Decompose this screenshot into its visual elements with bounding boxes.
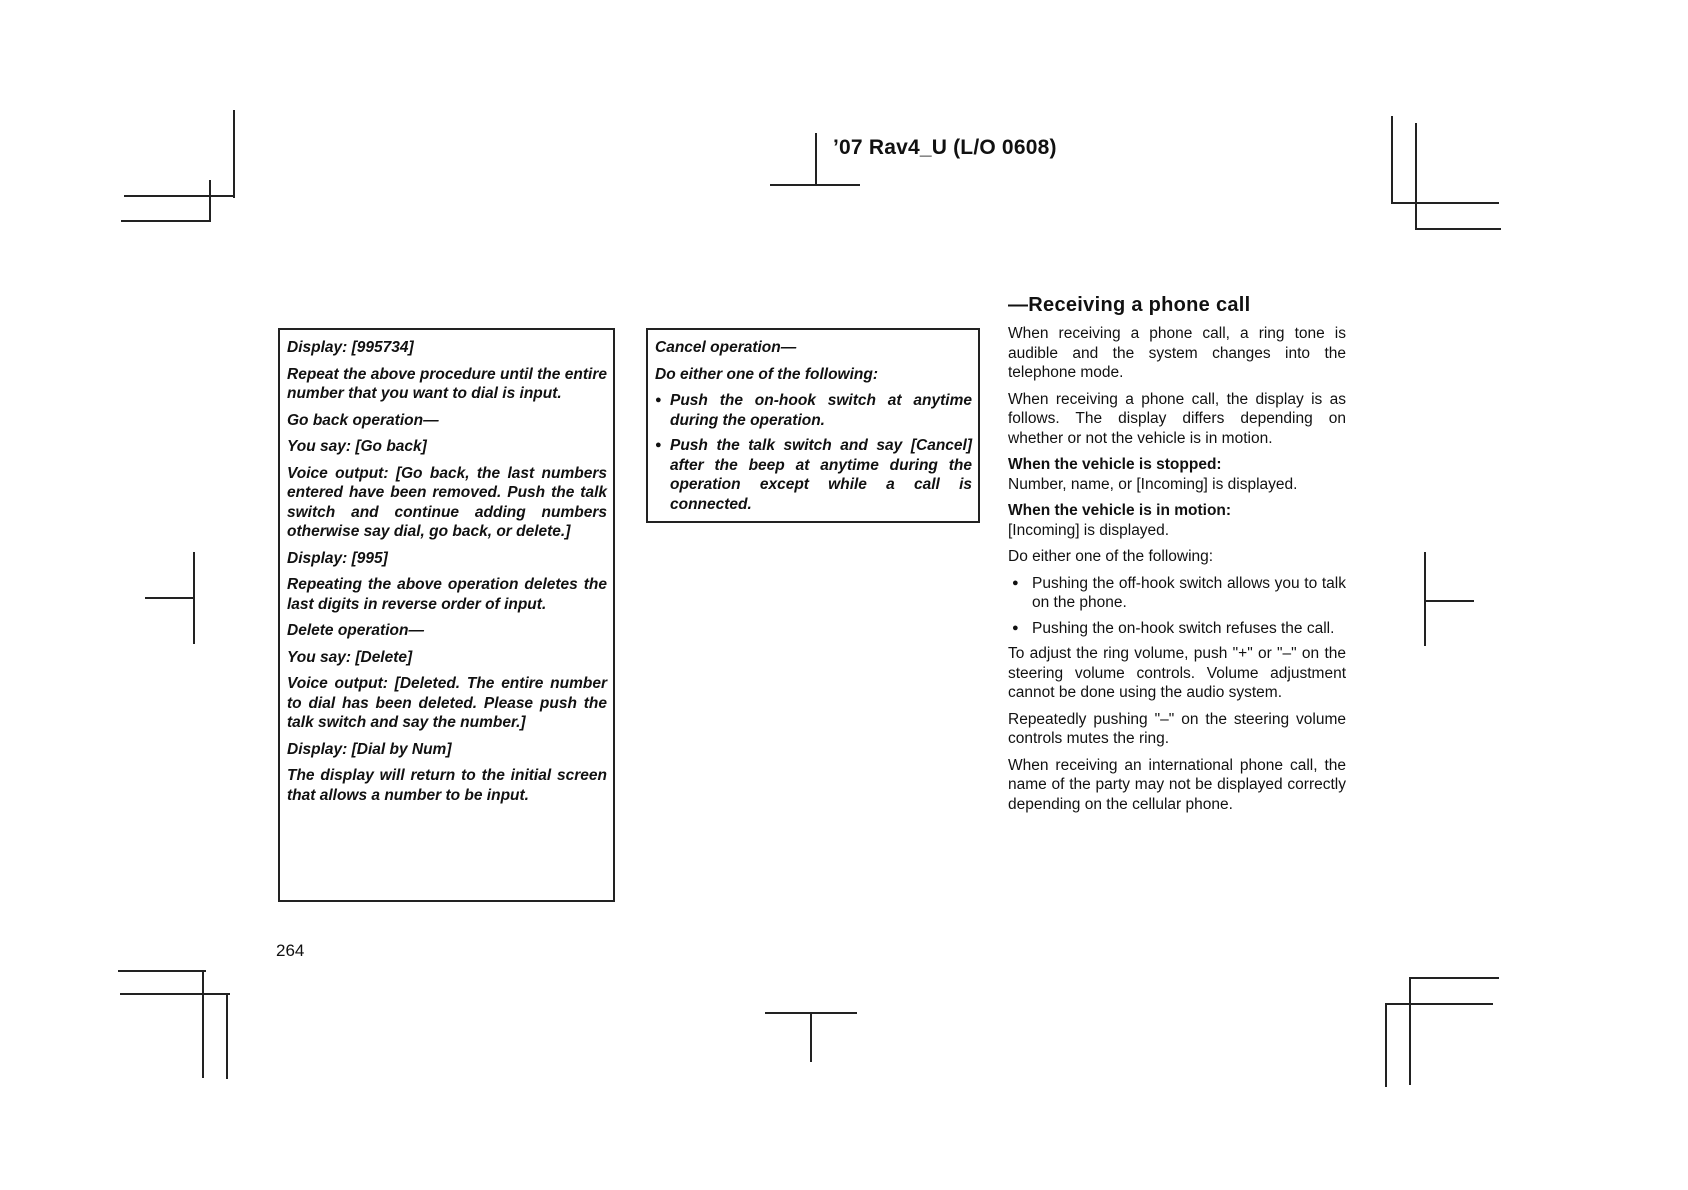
display-text-2: Display: [995] [287,549,388,567]
delete-voice-output: Voice output: [Deleted. The entire number to dial has been deleted. Please push the talk switch and say the number.] [287,675,607,731]
list-item: ● Pushing the off-hook switch allows you to talk on the phone. [1008,574,1346,613]
cancel-heading: Cancel operation— [655,339,797,356]
paragraph-mute: Repeatedly pushing "–" on the steering volume controls mutes the ring. [1008,710,1346,747]
motion-heading: When the vehicle is in motion: [1008,502,1232,519]
receive-options-list [1008,574,1346,639]
paragraph-ring-tone: When receiving a phone call, a ring tone is audible and the system changes into the telephone mode. [1008,325,1346,381]
cancel-operation-box [646,328,980,523]
list-item: ● Push the talk switch and say [Cancel] after the beep at anytime during the operation except while a call is connected. [655,436,972,514]
list-item: ● Pushing the on-hook switch refuses the call. [1008,619,1346,639]
voice-dial-instructions-box [278,328,615,902]
page-number: 264 [276,941,305,960]
stopped-heading: When the vehicle is stopped: [1008,456,1222,473]
list-item: ● Push the on-hook switch at anytime during the operation. [655,391,972,430]
display-text-3: Display: [Dial by Num] [287,740,452,758]
delete-say: You say: [Delete] [287,648,413,666]
document-header-title: ’07 Rav4_U (L/O 0608) [833,136,1057,159]
go-back-say: You say: [Go back] [287,438,427,455]
paragraph-international: When receiving an international phone call, the name of the party may not be displayed correctly depending on the cellular phone. [1008,756,1346,813]
receiving-call-section [1008,294,1346,821]
go-back-voice-output: Voice output: [Go back, the last numbers entered have been removed. Push the talk switch and continue adding numbers otherwise say dial, go back, or delete.] [287,464,607,540]
repeat-instruction: Repeat the above procedure until the entire number that you want to dial is input. [287,365,607,402]
go-back-heading: Go back operation— [287,411,439,429]
section-title: —Receiving a phone call [1008,294,1251,316]
motion-text: [Incoming] is displayed. [1008,521,1170,539]
paragraph-display: When receiving a phone call, the display is as follows. The display differs depending on whether or not the vehicle is in motion. [1008,390,1346,447]
stopped-text: Number, name, or [Incoming] is displayed. [1008,475,1298,493]
paragraph-volume: To adjust the ring volume, push "+" or "–" on the steering volume controls. Volume adjustment cannot be done using the audio system. [1008,645,1346,701]
delete-heading: Delete operation— [287,622,424,639]
return-note: The display will return to the initial screen that allows a number to be input. [287,767,607,804]
do-either-text: Do either one of the following: [1008,548,1214,565]
display-text-1: Display: [995734] [287,339,414,356]
cancel-intro: Do either one of the following: [655,365,879,383]
repeating-note: Repeating the above operation deletes the last digits in reverse order of input. [287,576,607,613]
cancel-list [655,391,972,514]
